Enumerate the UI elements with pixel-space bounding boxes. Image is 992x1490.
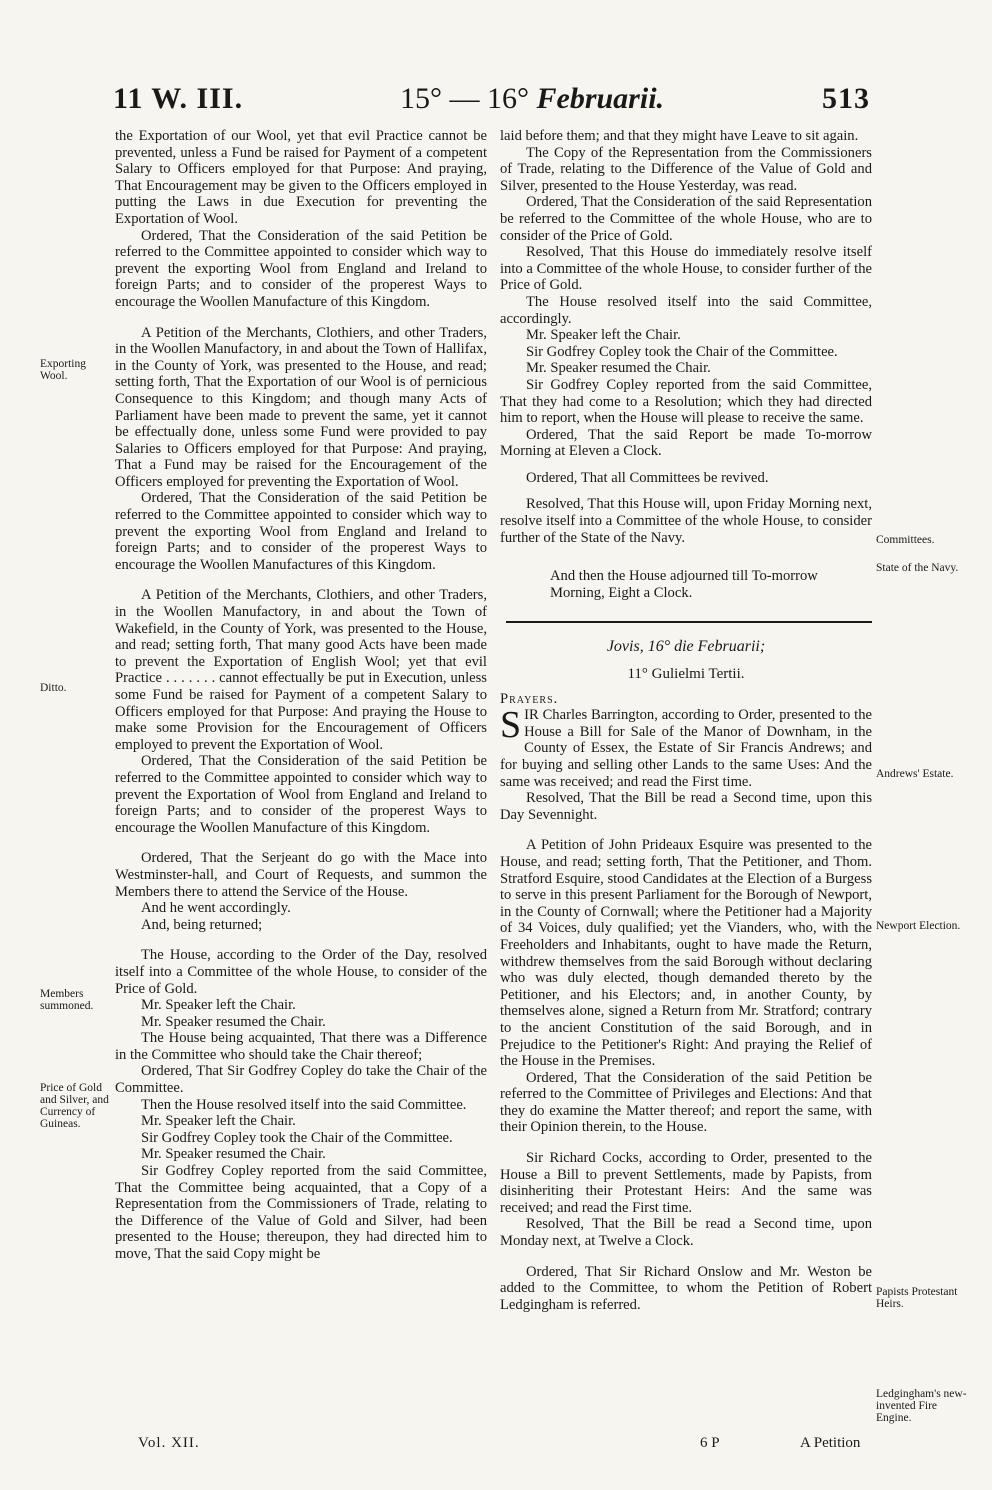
date-prefix: 15° — 16° (400, 82, 529, 115)
paragraph: Resolved, That the Bill be read a Second time, upon this Day Sevennight. (500, 790, 872, 823)
paragraph: Sir Godfrey Copley reported from the said Committee, That they had come to a Resolution; which they had directed him to report, when the House will please to receive the same. (500, 376, 872, 427)
sitting-date: Jovis, 16° die Februarii; (606, 638, 766, 656)
paragraph (500, 704, 872, 790)
paragraph: The Copy of the Representation from the Commissioners of Trade, relating to the Difference of the Value of Gold and Silver, presented to the House Yesterday, was read. (500, 144, 872, 194)
prayers-heading: Prayers. (500, 690, 559, 707)
paragraph: Mr. Speaker resumed the Chair. (526, 360, 711, 377)
reign-heading: 11 W. III. (113, 82, 244, 115)
date-month: Februarii. (536, 82, 665, 115)
paragraph: Then the House resolved itself into the said Committee. (141, 1096, 467, 1113)
margin-note: State of the Navy. (876, 562, 959, 574)
paragraph: Ordered, That Sir Richard Onslow and Mr. Weston be added to the Committee, to whom the Petition of Robert Ledgingham is referred. (500, 1263, 872, 1313)
margin-note: Andrews' Estate. (876, 768, 954, 780)
paragraph: Mr. Speaker left the Chair. (141, 997, 296, 1014)
paragraph: The House resolved itself into the said Committee, accordingly. (500, 293, 872, 327)
paragraph: And he went accordingly. (141, 900, 291, 917)
paragraph: Sir Richard Cocks, according to Order, presented to the House a Bill to prevent Settlements, made by Papists, from disinheriting their Protestant Heirs: And the same was received; and read the First time. (500, 1150, 872, 1216)
signature-mark: 6 P (700, 1435, 720, 1451)
paragraph: Ordered, That the Consideration of the said Petition be referred to the Committee of Privileges and Elections: And that they do examine the Matter thereof; and report the same, with their Opinion therein, to the House. (500, 1069, 872, 1136)
paragraph: Ordered, That the Serjeant do go with the Mace into Westminster-hall, and Court of Requests, and summon the Members there to attend the Service of the House. (115, 850, 487, 900)
paragraph: Ordered, That all Committees be revived. (526, 469, 769, 486)
paragraph: Mr. Speaker resumed the Chair. (141, 1013, 326, 1030)
volume-label: Vol. XII. (138, 1435, 200, 1451)
margin-note: Newport Election. (876, 920, 961, 932)
paragraph: And, being returned; (141, 916, 263, 933)
page-number: 513 (822, 82, 870, 115)
paragraph: Mr. Speaker left the Chair. (141, 1113, 296, 1130)
margin-note: Papists Protestant Heirs. (876, 1286, 958, 1310)
paragraph: Ordered, That the Consideration of the said Representation be referred to the Committee of the whole House, who are to consider of the Price of Gold. (500, 194, 872, 244)
paragraph: Sir Godfrey Copley reported from the said Committee, That the Committee being acquainted, that a Copy of a Representation from the Commissioners of Trade, relating to the Difference of the Value of Gold and Silver, had been presented to the House; thereupon, they had directed him to move, That the said Copy might be (115, 1163, 487, 1262)
margin-note: Exporting Wool. (40, 358, 86, 382)
paragraph: Ordered, That the Consideration of the said Petition be referred to the Committee appointed to consider which way to prevent the exporting Wool from England and Ireland to foreign Parts; and to consider of the properest Ways to encourage the Woollen Manufacture of this Kingdom. (115, 227, 487, 310)
margin-note: Members summoned. (40, 988, 94, 1012)
regnal-year: 11° Gulielmi Tertii. (627, 666, 745, 683)
paragraph: Resolved, That this House will, upon Friday Morning next, resolve itself into a Committee of the whole House, to consider further of the State of the Navy. (500, 496, 872, 546)
paragraph: A Petition of the Merchants, Clothiers, and other Traders, in the Woollen Manufactory, in and about the Town of Wakefield, in the County of York, was presented to the House, and read; setting forth, That many good Acts have been made to prevent the Exportation of English Wool; yet that evil Practice . . . . . . . cannot effectually be put in Execution, unless some Fund be raised for Payment of a competent Salary to Officers employed for that Purpose: And praying the House to make some Provision for the Encouragement of Officers employed to prevent the Exportation of Wool. (115, 587, 487, 753)
drop-cap: S (500, 704, 522, 747)
paragraph: Resolved, That the Bill be read a Second time, upon Monday next, at Twelve a Clock. (500, 1216, 872, 1250)
paragraph: Mr. Speaker left the Chair. (526, 327, 681, 344)
paragraph: Ordered, That the said Report be made To-morrow Morning at Eleven a Clock. (500, 426, 872, 460)
right-column (500, 128, 872, 1313)
paragraph: Ordered, That Sir Godfrey Copley do take the Chair of the Committee. (115, 1063, 487, 1097)
paragraph: Sir Godfrey Copley took the Chair of the Committee. (526, 343, 838, 360)
section-rule (506, 621, 872, 623)
paragraph: The House, according to the Order of the Day, resolved itself into a Committee of the whole House, to consider of the Price of Gold. (115, 947, 487, 997)
paragraph: A Petition of the Merchants, Clothiers, and other Traders, in the Woollen Manufactory, in and about the Town of Hallifax, in the County of York, was presented to the House, and read; setting forth, That the Exportation of our Wool is of pernicious Consequence to this Kingdom; and though many Acts of Parliament have been made to prevent the same, yet it cannot be effectually done, unless some Fund were provided to pay Salaries to Officers employed for that Purpose: And praying, That a Fund may be raised for the Encouragement of the Officers employed for preventing the Exportation of Wool. (115, 324, 487, 490)
paragraph: Sir Godfrey Copley took the Chair of the Committee. (141, 1129, 453, 1146)
paragraph: Resolved, That this House do immediately resolve itself into a Committee of the whole House, to consider further of the Price of Gold. (500, 244, 872, 294)
paragraph-text: IR Charles Barrington, according to Order, presented to the House a Bill for Sale of the Manor of Downham, in the County of Essex, the Estate of Sir Francis Andrews; and for buying and selling other Lands to the same Uses: And the same was received; and read the First time. (500, 707, 872, 790)
date-heading (400, 82, 664, 116)
adjournment: And then the House adjourned till To-morrow Morning, Eight a Clock. (550, 568, 818, 601)
paragraph: A Petition of John Prideaux Esquire was presented to the House, and read; setting forth, That the Petitioner, and Thom. Stratford Esquire, stood Candidates at the Election of a Burgess to serve in this present Parliament for the Borough of Newport, in the County of Cornwall; where the Petitioner had a Majority of 34 Voices, duly qualified; yet the Vianders, who, with the Freeholders and Inhabitants, ought to have made the Return, withdrew themselves from the said Borough without declaring who was duly elected, though demanded thereto by the Petitioner, and his Electors; and, in another County, by themselves alone, signed a Return from Mr. Stratford; contrary to the ancient Constitution of the said Borough, and in Prejudice to the Petitioner's Right: And praying the Relief of the House in the Premises. (500, 837, 872, 1070)
paragraph: The House being acquainted, That there was a Difference in the Committee who should take the Chair thereof; (115, 1030, 487, 1063)
paragraph: Mr. Speaker resumed the Chair. (141, 1146, 326, 1163)
paragraph: laid before them; and that they might have Leave to sit again. (500, 128, 859, 144)
left-column (115, 128, 487, 1263)
paragraph: Ordered, That the Consideration of the said Petition be referred to the Committee appointed to consider which way to prevent the exporting Wool from England and Ireland to foreign Parts; and to consider of the properest Ways to encourage the Woollen Manufactures of this Kingdom. (115, 490, 487, 573)
margin-note: Committees. (876, 534, 935, 546)
margin-note: Ditto. (40, 682, 67, 694)
page-header (0, 82, 992, 126)
paragraph: the Exportation of our Wool, yet that evil Practice cannot be prevented, unless a Fund be raised for Payment of a competent Salary to Officers employed for that Purpose: And praying, That Encouragement may be given to the Officers employed in putting the Laws in due Execution for preventing the Exportation of Wool. (115, 128, 487, 227)
margin-note: Price of Gold and Silver, and Currency of Guineas. (40, 1082, 109, 1130)
paragraph: Ordered, That the Consideration of the said Petition be referred to the Committee appointed to consider which way to prevent the Exportation of Wool from England and Ireland to foreign Parts; and to consider of the properest Ways to encourage the Woollen Manufacture of this Kingdom. (115, 753, 487, 836)
margin-note: Ledgingham's new-invented Fire Engine. (876, 1388, 967, 1424)
catchword: A Petition (800, 1435, 861, 1451)
